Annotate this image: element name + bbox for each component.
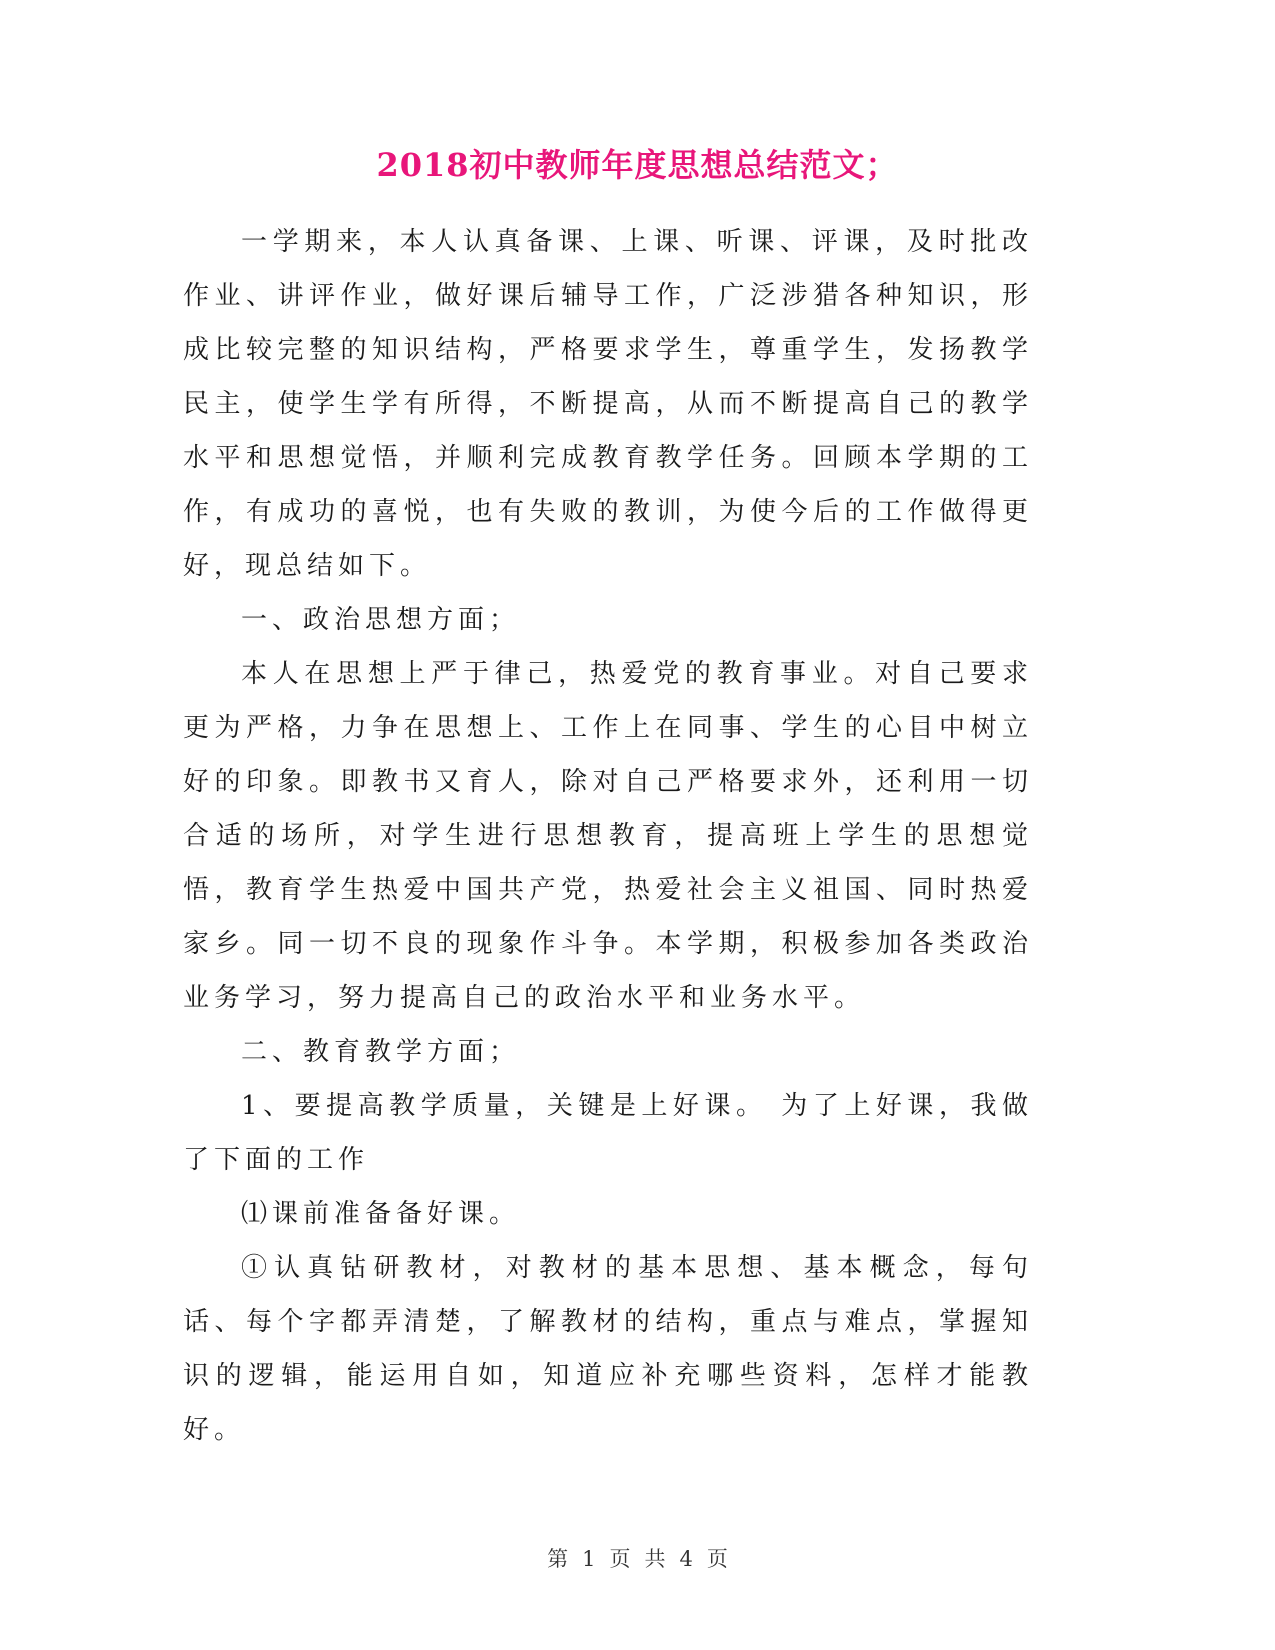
- footer-total-suffix: 页: [706, 1547, 728, 1571]
- section-heading-politics: 一、政治思想方面；: [241, 605, 521, 635]
- footer-page-mid: 页: [609, 1547, 631, 1571]
- paragraph-politics: 本人在思想上严于律己，热爱党的教育事业。对自己要求更为严格，力争在思想上、工作上在同事、学生的心目中树立好的印象。即教书又育人，除对自己严格要求外，还利用一切合适的场所，对学生进行思想教育，提高班上学生的思想觉悟，教育学生热爱中国共产党，热爱社会主义祖国、同时热爱家乡。同一切不良的现象作斗争。本学期，积极参加各类政治业务学习，努力提高自己的政治水平和业务水平。: [183, 659, 1033, 1013]
- document-body: [183, 215, 1033, 1457]
- footer-page-number: 1: [582, 1547, 596, 1571]
- document-title: 2018初中教师年度思想总结范文；: [376, 146, 899, 184]
- footer-page-prefix: 第: [547, 1547, 569, 1571]
- page-footer: [0, 1543, 1275, 1573]
- footer-total-prefix: 共: [644, 1547, 666, 1571]
- footer-total-pages: 4: [679, 1547, 693, 1571]
- paragraph-study-materials: ①认真钻研教材，对教材的基本思想、基本概念，每句话、每个字都弄清楚，了解教材的结构，重点与难点，掌握知识的逻辑，能运用自如，知道应补充哪些资料，怎样才能教好。: [183, 1253, 1033, 1445]
- paragraph-intro: 一学期来，本人认真备课、上课、听课、评课，及时批改作业、讲评作业，做好课后辅导工作，广泛涉猎各种知识，形成比较完整的知识结构，严格要求学生，尊重学生，发扬教学民主，使学生学有所得，不断提高，从而不断提高自己的教学水平和思想觉悟，并顺利完成教育教学任务。回顾本学期的工作，有成功的喜悦，也有失败的教训，为使今后的工作做得更好，现总结如下。: [183, 227, 1033, 581]
- paragraph-lesson-prep: ⑴课前准备备好课。: [241, 1199, 521, 1229]
- section-heading-teaching: 二、教育教学方面；: [241, 1037, 521, 1067]
- paragraph-teaching-quality: 1、要提高教学质量，关键是上好课。 为了上好课，我做了下面的工作: [183, 1091, 1033, 1175]
